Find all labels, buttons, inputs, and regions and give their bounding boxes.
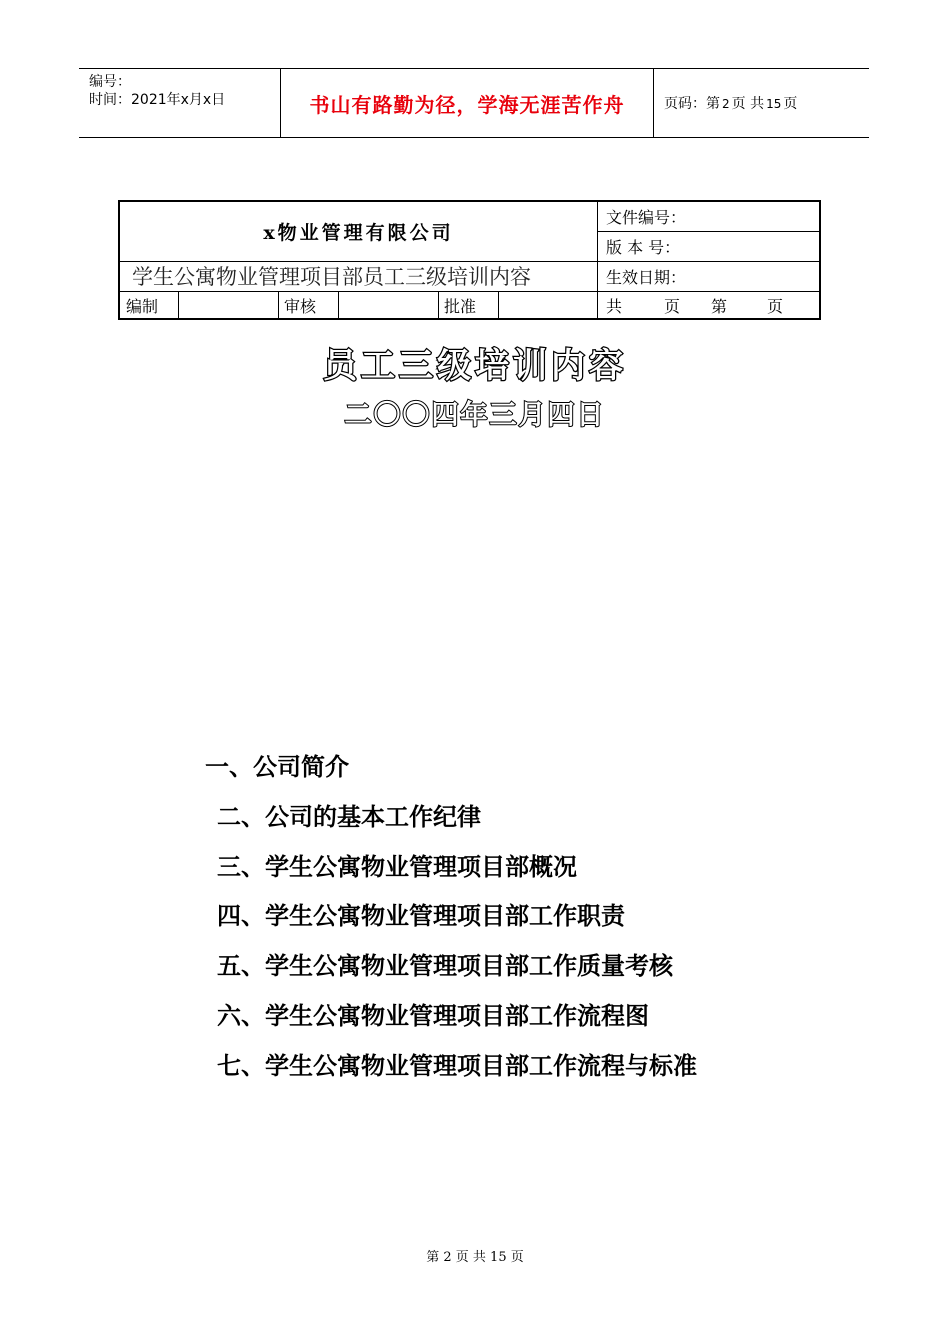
company-name: x物业管理有限公司 bbox=[263, 222, 454, 244]
document-subject: 学生公寓物业管理项目部员工三级培训内容 bbox=[132, 265, 531, 289]
number-label: 编号： bbox=[89, 74, 131, 90]
toc-item: 六、学生公寓物业管理项目部工作流程图 bbox=[217, 1002, 649, 1030]
page-footer: 第 2 页 共 15 页 bbox=[426, 1250, 524, 1265]
document-date: 二〇〇四年三月四日 bbox=[344, 400, 606, 431]
toc-item: 七、学生公寓物业管理项目部工作流程与标准 bbox=[217, 1052, 697, 1080]
effective-date-label: 生效日期： bbox=[606, 268, 687, 287]
date-line: 时间：2021年x月x日 bbox=[89, 92, 226, 108]
file-number-label: 文件编号： bbox=[606, 208, 687, 227]
compiled-label: 编制 bbox=[126, 297, 159, 316]
page-label-1: 页 bbox=[664, 297, 681, 316]
version-label: 版 本 号： bbox=[606, 238, 681, 257]
page-total: 15 bbox=[766, 97, 782, 111]
toc-item: 二、公司的基本工作纪律 bbox=[217, 803, 481, 831]
approved-label: 批准 bbox=[444, 297, 477, 316]
page-header bbox=[79, 68, 869, 138]
nth-label: 第 bbox=[711, 297, 728, 316]
toc-item: 五、学生公寓物业管理项目部工作质量考核 bbox=[217, 952, 673, 980]
header-motto-cell bbox=[281, 69, 654, 137]
header-left-cell bbox=[79, 69, 281, 137]
page-label-2: 页 bbox=[767, 297, 784, 316]
page-current: 2 bbox=[722, 97, 730, 111]
header-page-cell bbox=[654, 69, 869, 137]
page-indicator: 页码：第 2 页 共 15 页 bbox=[664, 96, 798, 112]
document-control-table bbox=[118, 200, 821, 320]
toc-item: 四、学生公寓物业管理项目部工作职责 bbox=[217, 902, 625, 930]
page-count-row bbox=[598, 291, 821, 320]
document-title: 员工三级培训内容 bbox=[323, 346, 627, 386]
motto-text: 书山有路勤为径，学海无涯苦作舟 bbox=[309, 92, 625, 117]
toc-item: 三、学生公寓物业管理项目部概况 bbox=[217, 853, 577, 881]
total-label: 共 bbox=[606, 297, 623, 316]
toc-item: 一、公司简介 bbox=[205, 753, 349, 781]
reviewed-label: 审核 bbox=[284, 297, 317, 316]
